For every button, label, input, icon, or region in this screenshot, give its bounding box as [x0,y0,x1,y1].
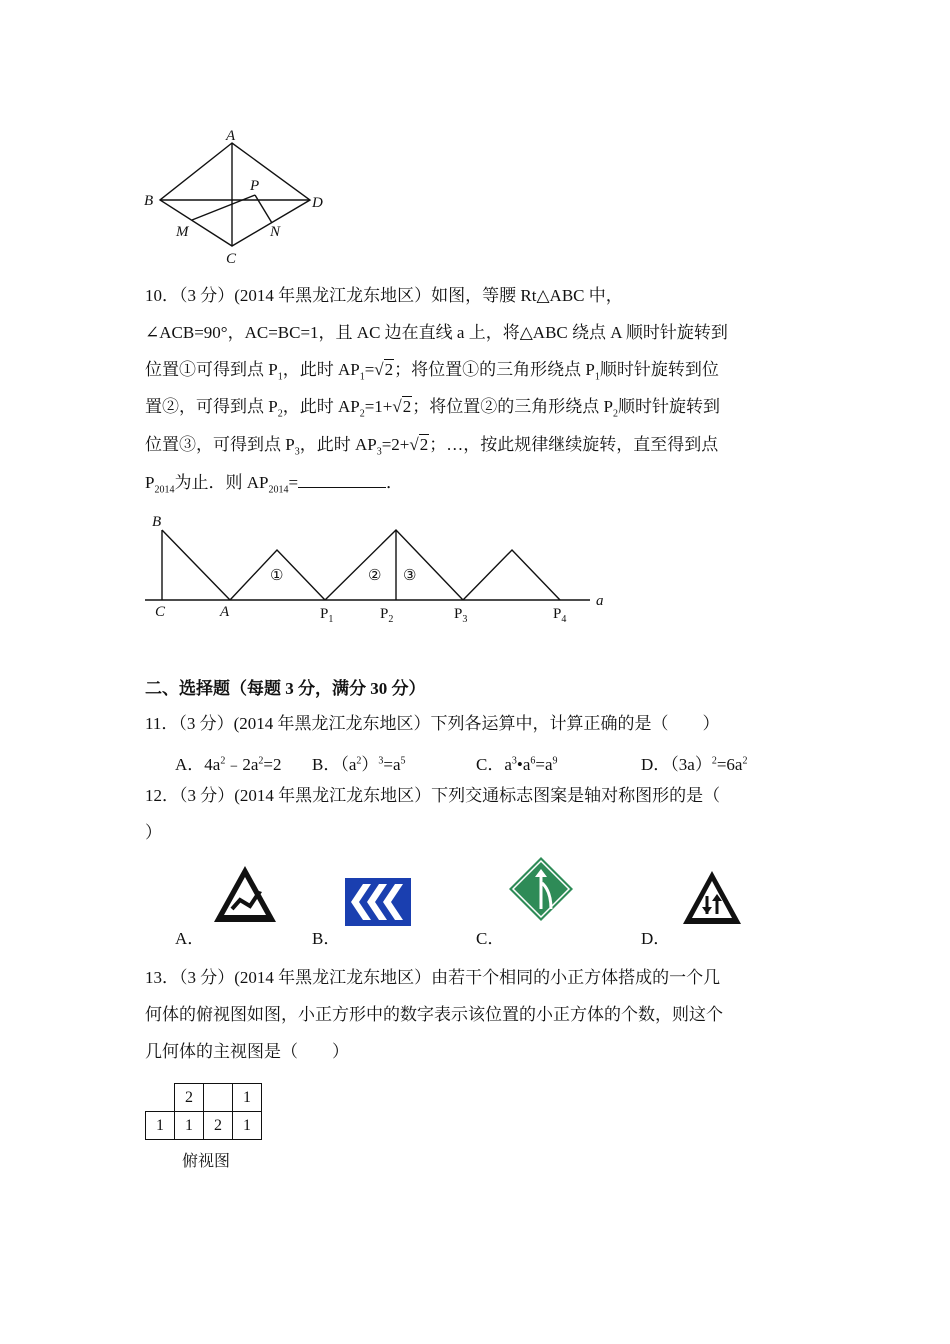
grid-cell: 1 [175,1112,204,1140]
rot-label-P2: $P_2$ [380,606,394,625]
sign-c-merge-icon[interactable] [507,855,575,923]
grid-cell: 2 [204,1112,233,1140]
q12-option-c[interactable]: C． [476,929,505,948]
q10-line4: 置②，可得到点 $P_2$，此时 $AP_2=1+√2$；将位置②的三角形绕点 $P_2$顺时针旋转到 [145,397,720,420]
grid-cell: 2 [175,1084,204,1112]
grid-cell [204,1084,233,1112]
q12-option-b[interactable]: B． [312,929,341,948]
q11-option-a[interactable]: A．$4a^2﹣2a^2=2$ [175,755,282,774]
answer-blank[interactable] [298,473,386,488]
q12-option-a[interactable]: A． [175,929,205,948]
rot-label-C: C [155,604,166,620]
label-P: P [250,178,260,194]
q10-line3: 位置①可得到点 $P_1$，此时 $AP_1=√2$；将位置①的三角形绕点 $P_1$顺时针旋转到位 [145,360,719,383]
rot-circle-2: ② [368,568,382,584]
q11-option-c[interactable]: C．$a^3•a^6=a^9$ [476,755,558,774]
q13-line3: 几何体的主视图是（ ） [145,1042,349,1061]
label-M: M [176,224,189,240]
rot-label-a: a [596,593,604,609]
rot-circle-3: ③ [403,568,417,584]
rot-label-B: B [152,514,162,530]
q13-line2: 何体的俯视图如图，小正方形中的数字表示该位置的小正方体的个数，则这个 [145,1005,723,1024]
sign-a-zigzag-icon[interactable] [210,862,280,926]
grid-cell: 1 [233,1112,262,1140]
q10-line2: ∠ACB=90°，AC=BC=1，且 AC 边在直线 a 上，将△ABC 绕点 A 顺时针旋转到 [145,323,728,342]
grid-cell: 1 [233,1084,262,1112]
q10-line6: $P_{2014}$为止．则 $AP_{2014}=$ ． [145,473,404,496]
grid-cell: 1 [146,1112,175,1140]
label-C: C [226,251,237,267]
q10-line1: 10．（3 分）(2014 年黑龙江龙东地区）如图，等腰 Rt△ABC 中， [145,286,623,305]
label-N: N [270,224,281,240]
rotation-figure [140,510,620,630]
q12-option-d[interactable]: D． [641,929,671,948]
rot-circle-1: ① [270,568,284,584]
section-heading: 二、选择题（每题 3 分，满分 30 分） [145,679,426,698]
q10-line5: 位置③，可得到点 $P_3$，此时 $AP_3=2+√2$；…，按此规律继续旋转，直至得到点 [145,435,719,458]
q11-option-b[interactable]: B．$(a^2)^3=a^5$ [312,755,406,774]
q11-option-d[interactable]: D．$(3a)^2=6a^2$ [641,755,748,774]
label-B: B [144,193,154,209]
sign-b-chevrons-icon[interactable] [343,876,413,928]
q12-line2: ） [145,823,162,842]
rot-label-P3: $P_3$ [454,606,468,625]
top-view-caption: 俯视图 [182,1151,231,1170]
grid-cell [146,1084,175,1112]
rot-label-P1: $P_1$ [320,606,334,625]
q13-line1: 13．（3 分）(2014 年黑龙江龙东地区）由若干个相同的小正方体搭成的一个几 [145,968,721,987]
sign-d-two-way-icon[interactable] [680,868,744,928]
q12-line1: 12．（3 分）(2014 年黑龙江龙东地区）下列交通标志图案是轴对称图形的是（ [145,786,721,805]
rot-label-P4: $P_4$ [553,606,567,625]
rhombus-figure [140,128,330,268]
top-view-grid [145,1083,262,1140]
q11-stem: 11．（3 分）(2014 年黑龙江龙东地区）下列各运算中，计算正确的是（ ） [145,714,720,733]
label-A: A [226,128,236,144]
rot-label-A: A [220,604,230,620]
label-D: D [312,195,323,211]
